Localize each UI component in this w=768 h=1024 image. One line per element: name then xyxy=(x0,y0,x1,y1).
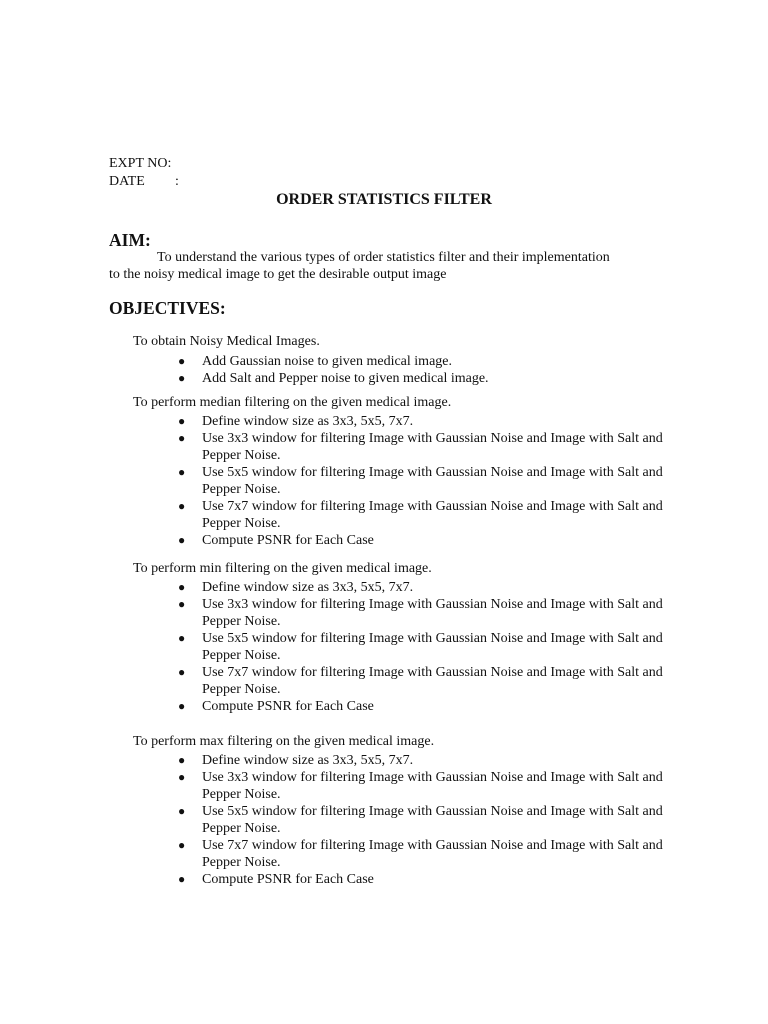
section-intro: To perform max filtering on the given medical image. xyxy=(133,734,435,749)
list-item: ● Use 3x3 window for filtering Image with Gaussian Noise and Image with Salt and Pepper Noise. xyxy=(178,431,663,463)
bullet-icon: ● xyxy=(178,580,186,594)
list-item: ● Define window size as 3x3, 5x5, 7x7. xyxy=(178,580,414,595)
objectives-heading: OBJECTIVES: xyxy=(109,298,226,318)
bullet-icon: ● xyxy=(178,770,186,784)
list-item: ● Use 7x7 window for filtering Image with Gaussian Noise and Image with Salt and Pepper Noise. xyxy=(178,838,663,870)
list-item: ● Compute PSNR for Each Case xyxy=(178,699,374,714)
bullet-icon: ● xyxy=(178,699,186,713)
aim-line-2: to the noisy medical image to get the desirable output image xyxy=(109,267,447,282)
list-item: ● Define window size as 3x3, 5x5, 7x7. xyxy=(178,414,414,429)
list-item: ● Use 5x5 window for filtering Image with Gaussian Noise and Image with Salt and Pepper Noise. xyxy=(178,465,663,497)
bullet-icon: ● xyxy=(178,533,186,547)
bullet-icon: ● xyxy=(178,804,186,818)
list-item: ● Compute PSNR for Each Case xyxy=(178,872,374,887)
bullet-list xyxy=(178,752,668,888)
list-item: ● Add Salt and Pepper noise to given medical image. xyxy=(178,371,489,386)
list-item: ● Define window size as 3x3, 5x5, 7x7. xyxy=(178,753,414,768)
list-item: ● Add Gaussian noise to given medical image. xyxy=(178,354,452,369)
bullet-icon: ● xyxy=(178,371,186,385)
bullet-icon: ● xyxy=(178,499,186,513)
bullet-icon: ● xyxy=(178,838,186,852)
bullet-list xyxy=(178,353,668,387)
list-item: ● Compute PSNR for Each Case xyxy=(178,533,374,548)
list-item: ● Use 7x7 window for filtering Image with Gaussian Noise and Image with Salt and Pepper Noise. xyxy=(178,665,663,697)
list-item: ● Use 7x7 window for filtering Image with Gaussian Noise and Image with Salt and Pepper Noise. xyxy=(178,499,663,531)
date-colon: : xyxy=(175,174,179,189)
bullet-icon: ● xyxy=(178,431,186,445)
bullet-icon: ● xyxy=(178,753,186,767)
date-label: DATE xyxy=(109,174,145,189)
aim-line-1: To understand the various types of order statistics filter and their implementation xyxy=(157,250,610,265)
aim-heading: AIM: xyxy=(109,230,151,250)
bullet-icon: ● xyxy=(178,354,186,368)
section-intro: To perform min filtering on the given medical image. xyxy=(133,561,432,576)
section-intro: To perform median filtering on the given medical image. xyxy=(133,395,452,410)
bullet-icon: ● xyxy=(178,631,186,645)
list-item: ● Use 5x5 window for filtering Image with Gaussian Noise and Image with Salt and Pepper Noise. xyxy=(178,804,663,836)
list-item: ● Use 3x3 window for filtering Image with Gaussian Noise and Image with Salt and Pepper Noise. xyxy=(178,770,663,802)
list-item: ● Use 3x3 window for filtering Image with Gaussian Noise and Image with Salt and Pepper Noise. xyxy=(178,597,663,629)
bullet-icon: ● xyxy=(178,414,186,428)
section-intro: To obtain Noisy Medical Images. xyxy=(133,334,320,349)
bullet-icon: ● xyxy=(178,597,186,611)
bullet-icon: ● xyxy=(178,872,186,886)
list-item: ● Use 5x5 window for filtering Image with Gaussian Noise and Image with Salt and Pepper Noise. xyxy=(178,631,663,663)
expt-no-label: EXPT NO: xyxy=(109,156,172,171)
document-title: ORDER STATISTICS FILTER xyxy=(276,191,492,208)
bullet-list xyxy=(178,579,668,715)
bullet-icon: ● xyxy=(178,465,186,479)
bullet-list xyxy=(178,413,668,549)
bullet-icon: ● xyxy=(178,665,186,679)
